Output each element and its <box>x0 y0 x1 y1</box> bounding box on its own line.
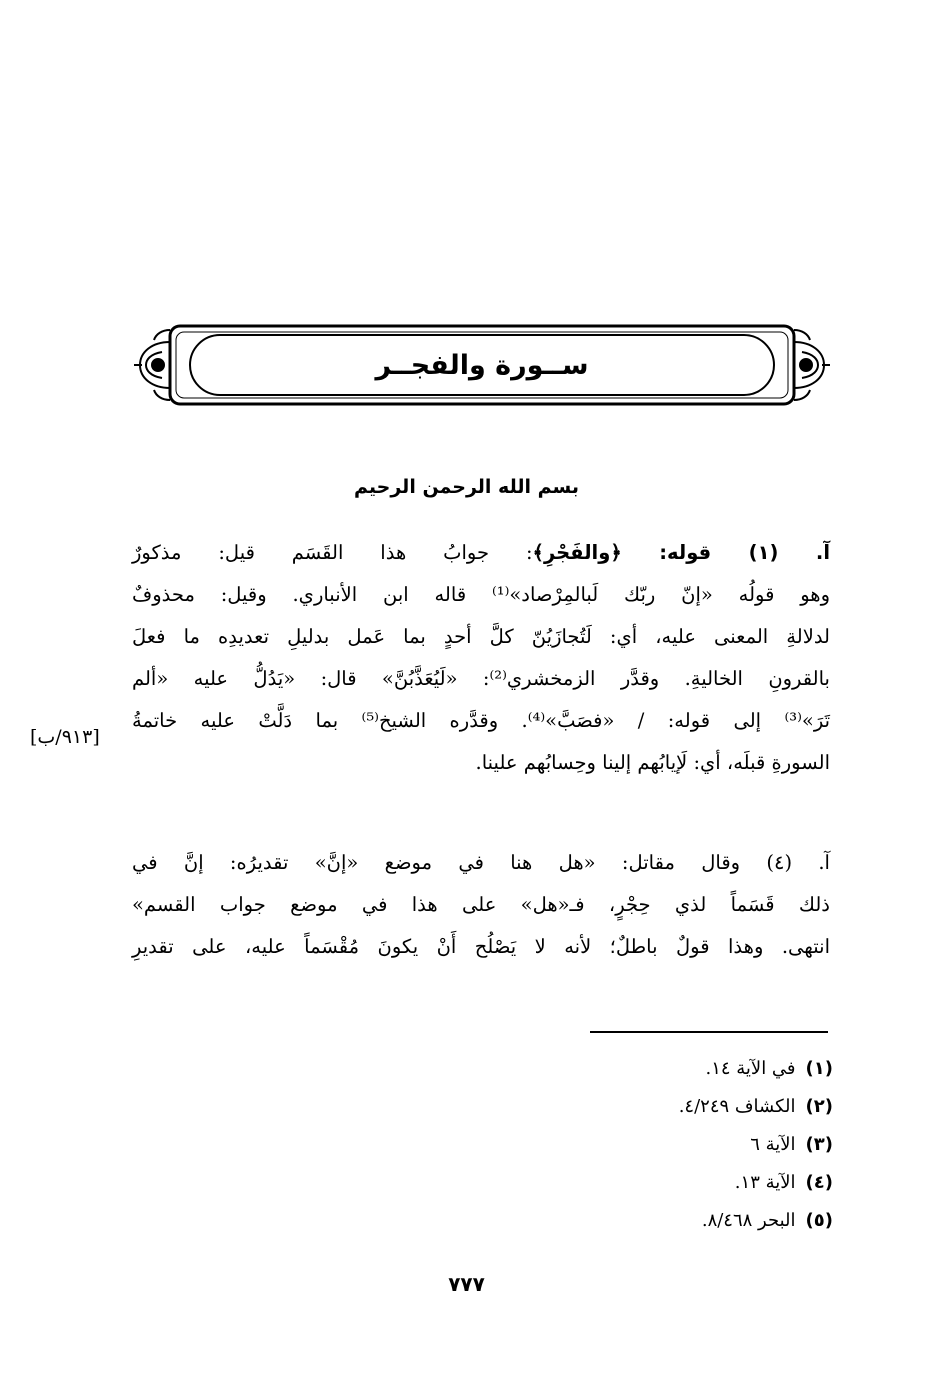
footnote-text: الآية ١٣. <box>734 1172 796 1193</box>
surah-title-frame <box>132 322 832 408</box>
footnote-item <box>679 1164 833 1202</box>
paragraph-line: لدلالةِ المعنى عليه، أي: لَتُجازَيُنّ كلَّ أحدٍ بما عَمل بدليلِ تعديدِه ما فعلَ <box>132 625 830 648</box>
manuscript-folio-note: [٩١٣/ب] <box>30 726 100 748</box>
page-number: ٧٧٧ <box>448 1272 485 1296</box>
paragraph-line: بالقرونِ الخاليةِ. وقدَّر الزمخشري⁽²⁾: «لَيُعَذَّبُنَّ» قال: «يَدُلُّ عليه «ألم <box>132 667 830 690</box>
paragraph-line: ذلك قَسَماً لذي حِجْرٍ، فـ«هل» على هذا في موضع جواب القسم» <box>132 893 830 916</box>
paragraph-line: انتهى. وهذا قولٌ باطلٌ؛ لأنه لا يَصْلُح أَنْ يكونَ مُقْسَماً عليه، على تقديرِ <box>132 935 830 958</box>
footnote-text: في الآية ١٤. <box>705 1058 796 1079</box>
paragraph-line: السورةِ قبلَه، أي: لَإيابُهم إلينا وحِسابُهم علينا. <box>475 751 830 774</box>
footnote-number: (٥) <box>805 1210 833 1231</box>
footnote-number: (٣) <box>805 1134 833 1155</box>
surah-title: ســورة والفجــر <box>375 349 589 381</box>
footnote-item <box>679 1088 833 1126</box>
paragraph-text: : جوابُ هذا القَسَم قيل: مذكورٌ <box>132 541 533 564</box>
footnotes <box>679 1050 833 1240</box>
footnote-number: (١) <box>805 1058 833 1079</box>
commentary-paragraph-1 <box>132 532 830 784</box>
paragraph-line: آ. (٤) وقال مقاتل: «هل هنا في موضع «إنَّ» تقديرُه: إنَّ في <box>132 851 830 874</box>
basmala: بسم الله الرحمن الرحيم <box>354 476 579 498</box>
commentary-paragraph-2 <box>132 842 830 968</box>
footnote-item <box>679 1050 833 1088</box>
footnote-item <box>679 1202 833 1240</box>
footnote-number: (٢) <box>805 1096 833 1117</box>
footnote-text: الآية ٦ <box>750 1134 796 1155</box>
verse-ref: آ. (١) قوله: <box>621 541 830 564</box>
footnote-text: الكشاف ٤/٢٤٩. <box>678 1096 796 1117</box>
paragraph-line: وهو قولُه «إنّ ربّك لَبالمِرْصاد»⁽¹⁾ قاله ابن الأنباري. وقيل: محذوفٌ <box>132 583 830 606</box>
quoted-verse: ﴿والفَجْرِ﴾ <box>532 541 622 564</box>
paragraph-line <box>132 532 830 574</box>
footnote-item <box>679 1126 833 1164</box>
footnote-number: (٤) <box>805 1172 833 1193</box>
paragraph-line: تَرَ»⁽³⁾ إلى قوله: / «فصَبَّ»⁽⁴⁾. وقدَّره الشيخ⁽⁵⁾ بما دَلَّتْ عليه خاتمةُ <box>132 709 831 732</box>
footnote-divider <box>590 1031 828 1033</box>
footnote-text: البحر ٨/٤٦٨. <box>701 1210 796 1231</box>
